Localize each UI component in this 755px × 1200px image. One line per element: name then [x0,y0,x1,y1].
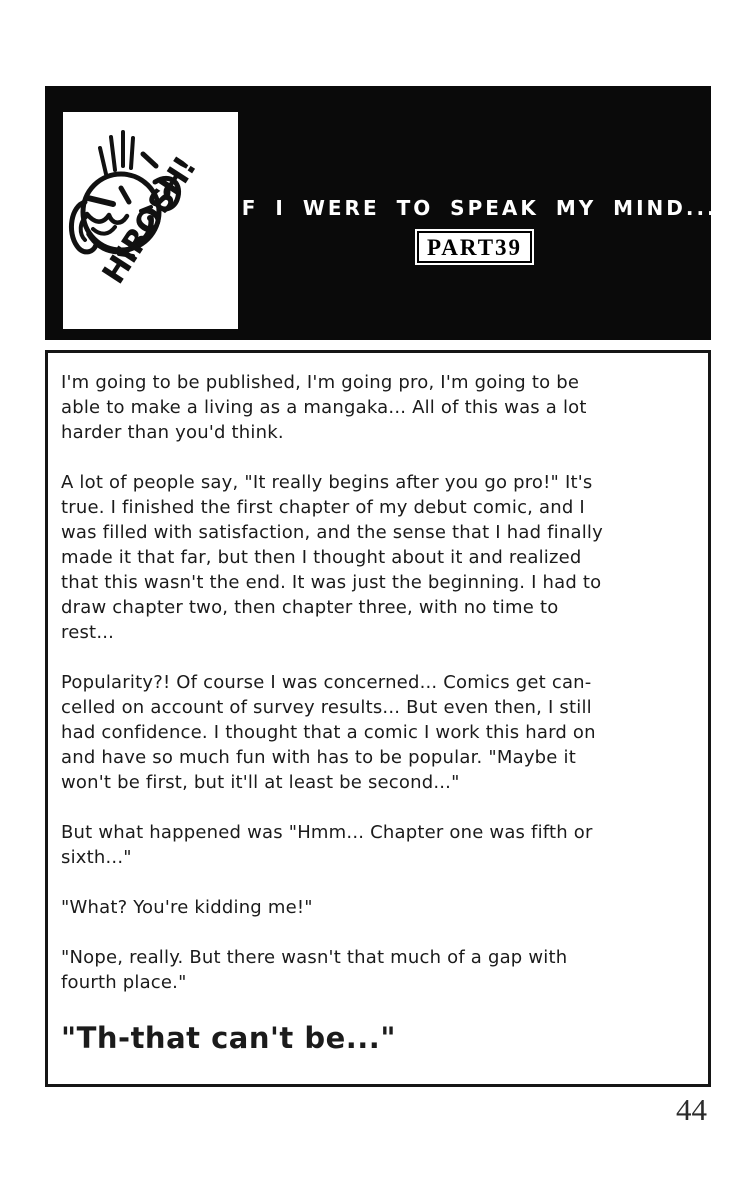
paragraph-3: Popularity?! Of course I was concerned... Comics get can- celled on account of survey results... But even then, I still had confidence. I thought that a comic I work this hard on and have so much fun with has to be popular. "Maybe it won't be first, but it'll at least be second..." [61,672,596,793]
chapter-header-banner [45,86,718,340]
author-face-icon [63,112,238,329]
author-note-text-box [45,350,711,1087]
paragraph-6: "Nope, really. But there wasn't that much of a gap with fourth place." [61,947,568,993]
column-title: IF I WERE TO SPEAK MY MIND... [231,196,718,220]
paragraph-4: But what happened was "Hmm... Chapter one was fifth or sixth..." [61,822,593,868]
header-title-area [231,86,718,340]
page-number: 44 [676,1092,707,1127]
author-signature: HIROSH! [95,150,204,291]
author-doodle-box [63,112,238,329]
paragraph-2: A lot of people say, "It really begins after you go pro!" It's true. I finished the first chapter of my debut comic, and I was filled with satisfaction, and the sense that I had finally made it that far, but then I thought about it and realized that this wasn't the end. It was just the beginning. I had to draw chapter two, then chapter three, with no time to rest... [61,472,603,643]
paragraph-1: I'm going to be published, I'm going pro, I'm going to be able to make a living as a mangaka... All of this was a lot harder than you'd think. [61,372,587,443]
paragraph-5: "What? You're kidding me!" [61,897,313,918]
part-number-badge: PART39 [417,231,532,263]
paragraph-7-emphasis: "Th-that can't be..." [61,1021,396,1055]
